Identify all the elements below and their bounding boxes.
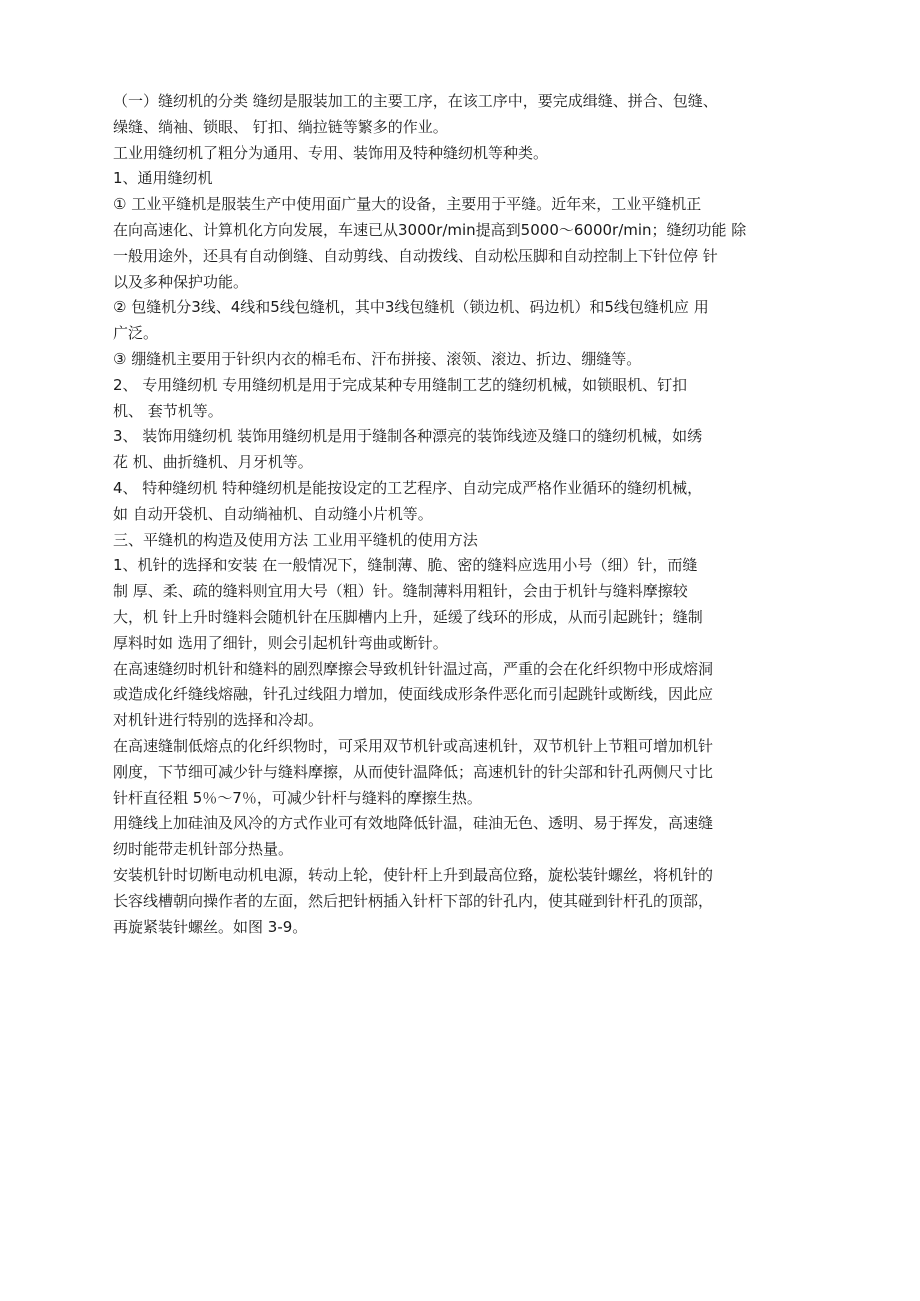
text-line: ② 包缝机分3线、4线和5线包缝机，其中3线包缝机（锁边机、码边机）和5线包缝机应 用 bbox=[113, 298, 709, 317]
text-line: 工业用缝纫机了粗分为通用、专用、装饰用及特种缝纫机等种类。 bbox=[113, 143, 549, 162]
text-line: 1、通用缝纫机 bbox=[113, 169, 213, 188]
text-line: 1、机针的选择和安装 在一般情况下，缝制薄、脆、密的缝料应选用小号（细）针，而缝 bbox=[113, 556, 698, 575]
text-line: 刚度，下节细可减少针与缝料摩擦，从而使针温降低；高速机针的针尖部和针孔两侧尺寸比 bbox=[113, 762, 714, 781]
text-line: 长容线槽朝向操作者的左面，然后把针柄插入针杆下部的针孔内，使其碰到针杆孔的顶部， bbox=[113, 891, 714, 910]
text-line: ① 工业平缝机是服装生产中使用面广量大的设备，主要用于平缝。近年来，工业平缝机正 bbox=[113, 195, 702, 214]
text-line: 安装机针时切断电动机电源，转动上轮，使针杆上升到最高位臵，旋松装针螺丝，将机针的 bbox=[113, 865, 714, 884]
text-line: 厚料时如 选用了细针，则会引起机针弯曲或断针。 bbox=[113, 633, 448, 652]
text-line: 机、 套节机等。 bbox=[113, 401, 223, 420]
text-line: 或造成化纤缝线熔融，针孔过线阻力增加，使面线成形条件恶化而引起跳针或断线，因此应 bbox=[113, 685, 714, 704]
text-line: 如 自动开袋机、自动绱袖机、自动缝小片机等。 bbox=[113, 504, 433, 523]
text-line: （一）缝纫机的分类 缝纫是服装加工的主要工序，在该工序中，要完成缉缝、拼合、包缝、 bbox=[113, 92, 718, 110]
text-line: 再旋紧装针螺丝。如图 3-9。 bbox=[113, 917, 308, 936]
text-line: 三、平缝机的构造及使用方法 工业用平缝机的使用方法 bbox=[113, 530, 478, 549]
text-line: 2、 专用缝纫机 专用缝纫机是用于完成某种专用缝制工艺的缝纫机械，如锁眼机、钉扣 bbox=[113, 375, 688, 394]
text-line: 在高速缝纫时机针和缝料的剧烈摩擦会导致机针针温过高，严重的会在化纤织物中形成熔洞 bbox=[113, 659, 714, 678]
text-line: 4、 特种缝纫机 特种缝纫机是能按设定的工艺程序、自动完成严格作业循环的缝纫机械， bbox=[113, 478, 703, 497]
text-line: 缲缝、绱袖、锁眼、 钉扣、绱拉链等繁多的作业。 bbox=[113, 117, 448, 136]
text-line: 用缝线上加硅油及风冷的方式作业可有效地降低针温，硅油无色、透明、易于挥发，高速缝 bbox=[113, 814, 714, 833]
text-line: 花 机、曲折缝机、月牙机等。 bbox=[113, 453, 313, 472]
text-line: 3、 装饰用缝纫机 装饰用缝纫机是用于缝制各种漂亮的装饰线迹及缝口的缝纫机械，如绣 bbox=[113, 427, 703, 446]
text-line: 针杆直径粗 5％～7％，可减少针杆与缝料的摩擦生热。 bbox=[113, 788, 482, 807]
text-line: 一般用途外，还具有自动倒缝、自动剪线、自动拨线、自动松压脚和自动控制上下针位停 针 bbox=[113, 246, 718, 265]
text-line: 以及多种保护功能。 bbox=[113, 272, 249, 291]
text-line: 制 厚、柔、疏的缝料则宜用大号（粗）针。缝制薄料用粗针，会由于机针与缝料摩擦较 bbox=[113, 582, 688, 601]
text-line: 在高速缝制低熔点的化纤织物时，可采用双节机针或高速机针，双节机针上节粗可增加机针 bbox=[113, 736, 714, 755]
document-body bbox=[113, 89, 823, 940]
text-line: 大，机 针上升时缝料会随机针在压脚槽内上升，延缓了线环的形成，从而引起跳针；缝制 bbox=[113, 607, 703, 626]
text-line: ③ 绷缝机主要用于针织内衣的棉毛布、汗布拼接、滚领、滚边、折边、绷缝等。 bbox=[113, 349, 642, 368]
text-line: 广泛。 bbox=[113, 324, 159, 343]
text-line: 在向高速化、计算机化方向发展，车速已从3000r/min提高到5000～6000r/min；缝纫功能 除 bbox=[113, 220, 747, 239]
text-line: 纫时能带走机针部分热量。 bbox=[113, 840, 294, 859]
text-line: 对机针进行特别的选择和冷却。 bbox=[113, 711, 324, 730]
